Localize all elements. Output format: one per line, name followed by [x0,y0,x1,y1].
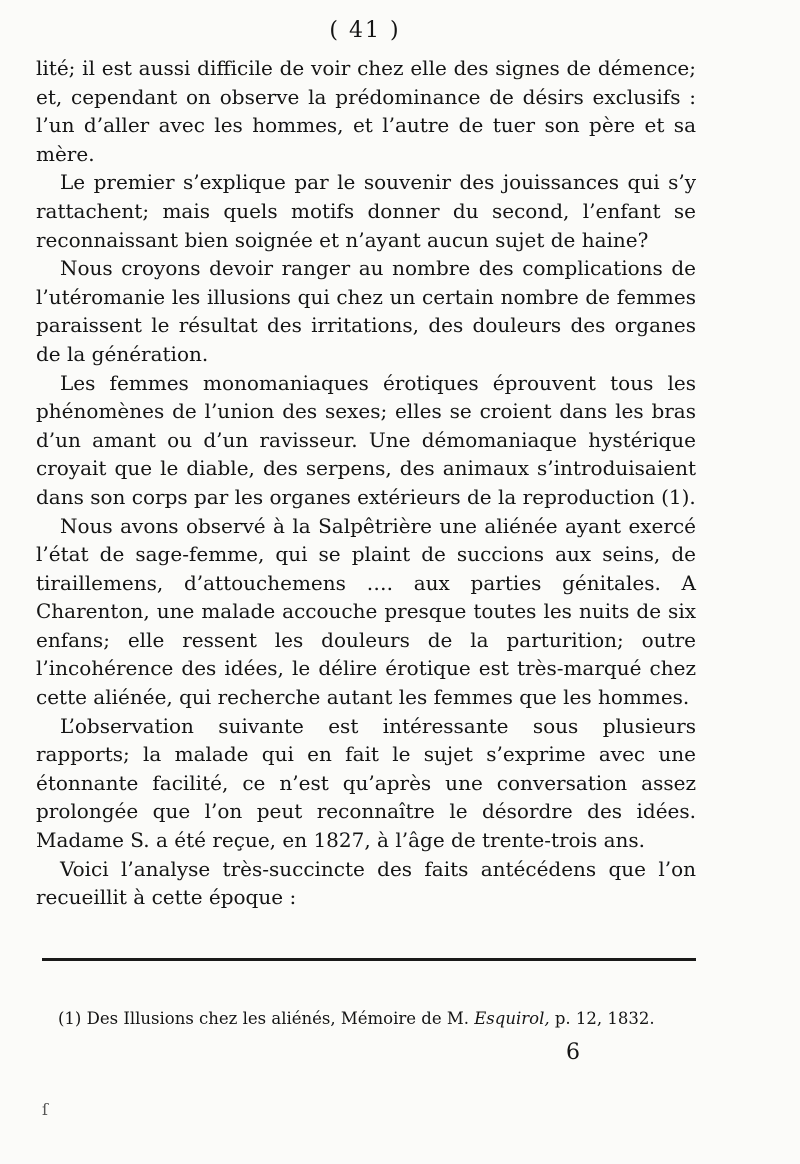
paragraph: Voici l’analyse très-succincte des faits antécédens que l’on recueillit à cette époque : [36,856,696,910]
body-text [36,54,696,912]
paragraph: Nous croyons devoir ranger au nombre des complications de l’utéromanie les illusions qui chez un certain nombre de femmes paraissent le résultat des irritations, des douleurs des organes de la génération. [36,256,696,366]
footnote-author: Esquirol, [474,1009,550,1028]
footnote-marker: (1) [58,1009,82,1028]
page-number: ( 41 ) [329,18,401,43]
paragraph: Les femmes monomaniaques érotiques éprouvent tous les phénomènes de l’union des sexes; elles se croient dans les bras d’un amant ou d’un ravisseur. Une démomaniaque hystérique croyait que le diable, des serpens, des animaux s’introduisaient dans son corps par les organes extérieurs de la reproduction (1). [36,370,696,509]
footnote-divider [42,958,696,961]
footnote-text: Des Illusions chez les aliénés, Mémoire de M. [86,1009,470,1028]
footnote-reference: p. 12, 1832. [554,1009,655,1028]
paragraph: Nous avons observé à la Salpêtrière une aliénée ayant exercé l’état de sage-femme, qui se plaint de succions aux seins, de tiraillemens, d’attouchemens …. aux parties génitales. A Charenton, une malade accouche presque toutes les nuits de six enfans; elle ressent les douleurs de la parturition; outre l’incohérence des idées, le délire érotique est très-marqué chez cette aliénée, qui recherche autant les femmes que les hommes. [36,513,696,710]
footnote [58,1008,698,1030]
paragraph: Le premier s’explique par le souvenir des jouissances qui s’y rattachent; mais quels motifs donner du second, l’enfant se reconnaissant bien soignée et n’ayant aucun sujet de haine? [36,170,696,252]
paragraph: L’observation suivante est intéressante sous plusieurs rapports; la malade qui en fait le sujet s’exprime avec une étonnante facilité, ce n’est qu’après une conversation assez prolongée que l’on peut reconnaître le désordre des idées. Madame S. a été reçue, en 1827, à l’âge de trente-trois ans. [36,713,696,853]
stray-mark: ſ [42,1100,48,1119]
signature-mark: 6 [566,1040,580,1065]
paragraph: lité; il est aussi difficile de voir chez elle des signes de démence; et, cependant on observe la prédominance de désirs exclusifs : l’un d’aller avec les hommes, et l’autre de tuer son père et sa mère. [36,56,696,166]
